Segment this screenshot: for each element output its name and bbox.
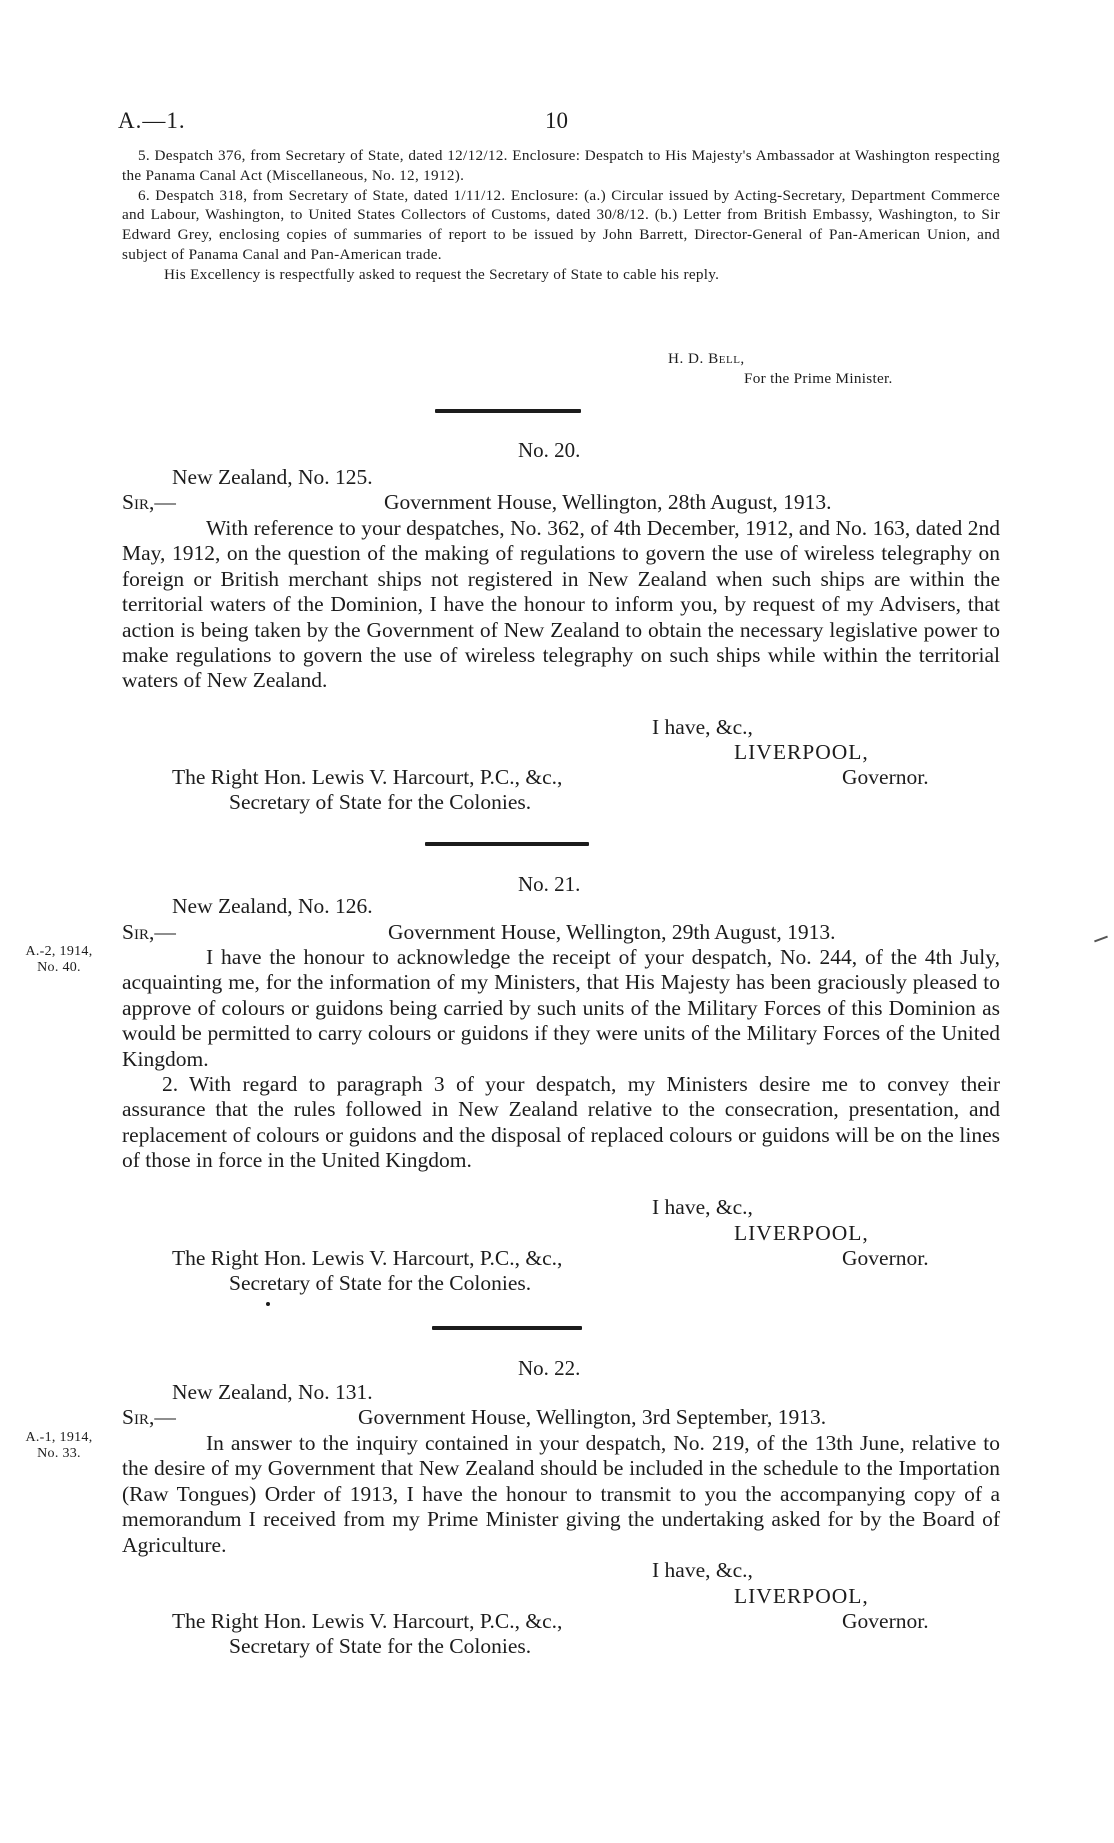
despatch-ref: New Zealand, No. 125. bbox=[172, 465, 373, 489]
signer-title: Governor. bbox=[842, 1609, 929, 1633]
signer: LIVERPOOL, bbox=[734, 740, 869, 764]
print-speck bbox=[266, 1302, 270, 1306]
salutation: Sir,— bbox=[122, 490, 176, 514]
scan-artifact bbox=[1094, 936, 1108, 943]
margin-reference bbox=[14, 944, 104, 976]
request-text: His Excellency is respectfully asked to request the Secretary of State to cable his reply. bbox=[164, 265, 720, 283]
place-date: Government House, Wellington, 28th August, 1913. bbox=[384, 490, 832, 514]
despatch-number: No. 21. bbox=[518, 872, 581, 896]
closing: I have, &c., bbox=[652, 1195, 753, 1219]
place-date: Government House, Wellington, 29th August, 1913. bbox=[388, 920, 836, 944]
addressee: The Right Hon. Lewis V. Harcourt, P.C., &c., bbox=[172, 765, 563, 789]
addressee: The Right Hon. Lewis V. Harcourt, P.C., &c., bbox=[172, 1609, 563, 1633]
addressee-office: Secretary of State for the Colonies. bbox=[229, 790, 532, 814]
despatch-number: No. 22. bbox=[518, 1356, 581, 1380]
body-paragraph: 2. With regard to paragraph 3 of your despatch, my Ministers desire me to convey their assurance that the rules followed in New Zealand relative to the consecration, presentation, and replacement of colours or guidons and the disposal of replaced colours or guidons will be on the lines of those in force in the United Kingdom. bbox=[122, 1072, 1000, 1173]
page-number: 10 bbox=[545, 108, 568, 133]
signatory-role: For the Prime Minister. bbox=[744, 370, 893, 387]
despatch-body bbox=[122, 516, 1000, 694]
despatch-body bbox=[122, 945, 1000, 1174]
signer: LIVERPOOL, bbox=[734, 1221, 869, 1245]
place-date: Government House, Wellington, 3rd September, 1913. bbox=[358, 1405, 827, 1429]
document-code: A.—1. bbox=[118, 108, 186, 133]
closing: I have, &c., bbox=[652, 1558, 753, 1582]
closing: I have, &c., bbox=[652, 715, 753, 739]
section-divider bbox=[425, 842, 589, 846]
despatch-ref: New Zealand, No. 131. bbox=[172, 1380, 373, 1404]
section-divider bbox=[432, 1326, 582, 1330]
margin-ref-line1: A.-2, 1914, bbox=[25, 944, 93, 959]
margin-ref-line1: A.-1, 1914, bbox=[25, 1430, 93, 1445]
signer: LIVERPOOL, bbox=[734, 1584, 869, 1608]
addressee-office: Secretary of State for the Colonies. bbox=[229, 1634, 532, 1658]
body-paragraph: In answer to the inquiry contained in your despatch, No. 219, of the 13th June, relative to the desire of my Government that New Zealand should be included in the schedule to the Importation (Raw Tongues) Order of 1913, I have the honour to transmit to you the accompanying copy of a memorandum I received from my Prime Minister giving the undertaking asked for by the Board of Agriculture. bbox=[122, 1431, 1000, 1557]
margin-reference bbox=[14, 1430, 104, 1462]
despatch-body bbox=[122, 1431, 1000, 1558]
margin-ref-line2: No. 33. bbox=[37, 1446, 81, 1461]
despatch-ref: New Zealand, No. 126. bbox=[172, 894, 373, 918]
addressee: The Right Hon. Lewis V. Harcourt, P.C., &c., bbox=[172, 1246, 563, 1270]
despatch-number: No. 20. bbox=[518, 438, 581, 462]
salutation: Sir,— bbox=[122, 1405, 176, 1429]
body-paragraph: I have the honour to acknowledge the receipt of your despatch, No. 244, of the 4th July, acquainting me, for the information of my Ministers, that His Majesty has been graciously pleased to approve of colours or guidons being carried by such units of the Military Forces of this Dominion as would be permitted to carry colours or guidons if they were units of the Military Forces of the United Kingdom. bbox=[122, 945, 1000, 1071]
signer-title: Governor. bbox=[842, 1246, 929, 1270]
section-divider bbox=[435, 409, 581, 413]
item-5: 5. Despatch 376, from Secretary of State, dated 12/12/12. Enclosure: Despatch to His Majesty's Ambassador at Washington respecting the Panama Canal Act (Miscellaneous, No. 12, 1912). bbox=[122, 147, 1000, 184]
body-paragraph: With reference to your despatches, No. 362, of 4th December, 1912, and No. 163, dated 2nd May, 1912, on the question of the making of regulations to govern the use of wireless telegraphy on foreign or British merchant ships not registered in New Zealand when such ships are within the territorial waters of the Dominion, I have the honour to inform you, by request of my Advisers, that action is being taken by the Government of New Zealand to obtain the necessary legislative power to make regulations to govern the use of wireless telegraphy on such ships while within the territorial waters of New Zealand. bbox=[122, 516, 1000, 693]
margin-ref-line2: No. 40. bbox=[37, 960, 81, 975]
prior-items-block bbox=[122, 146, 1000, 285]
signer-title: Governor. bbox=[842, 765, 929, 789]
addressee-office: Secretary of State for the Colonies. bbox=[229, 1271, 532, 1295]
item-6: 6. Despatch 318, from Secretary of State, dated 1/11/12. Enclosure: (a.) Circular issued by Acting-Secretary, Department Commerce and Labour, Washington, to United States Collectors of Customs, dated 30/8/12. (b.) Letter from British Embassy, Washington, to Sir Edward Grey, enclosing copies of summaries of report to be issued by John Barrett, Director-General of Pan-American Union, and subject of Panama Canal and Pan-American trade. bbox=[122, 186, 1000, 263]
salutation: Sir,— bbox=[122, 920, 176, 944]
signatory: H. D. Bell, bbox=[668, 350, 745, 367]
